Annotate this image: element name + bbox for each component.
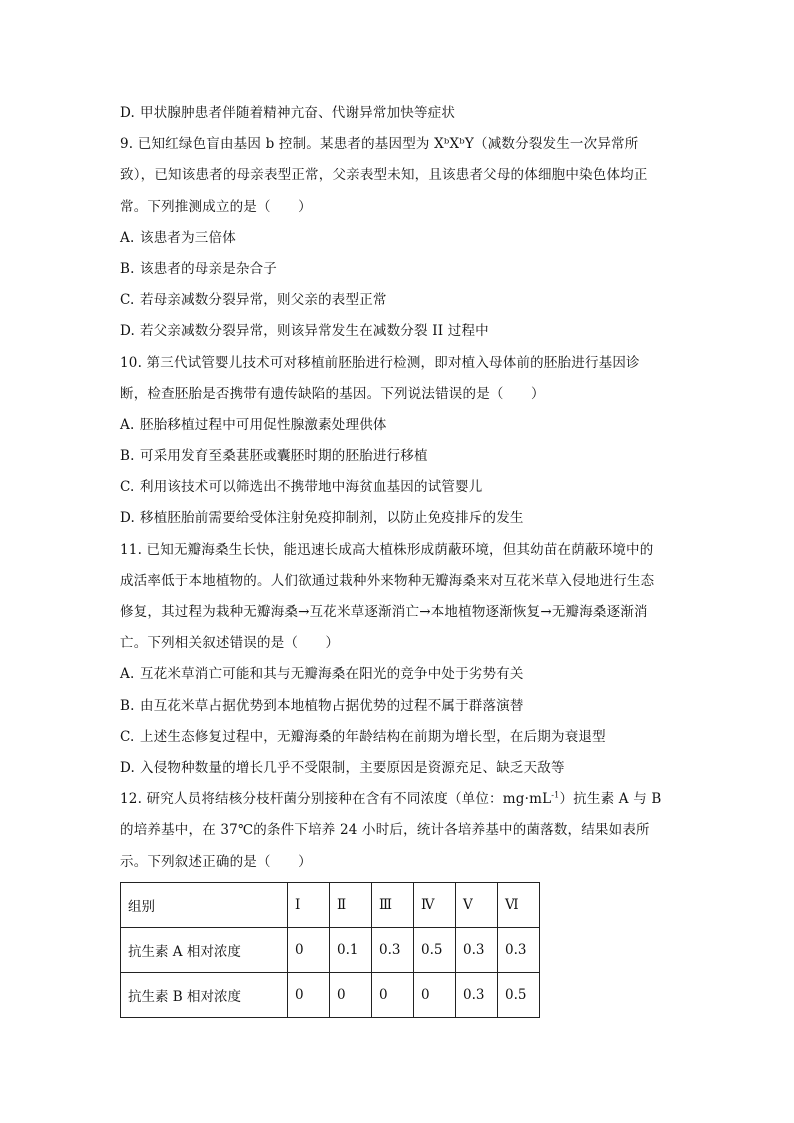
option-key: D. [120, 323, 136, 340]
unit-superscript: -1 [551, 790, 560, 800]
question-text: 成活率低于本地植物的。人们欲通过栽种外来物种无瓣海桑来对互花米草入侵地进行生态 [120, 572, 655, 589]
question-text-line [120, 129, 680, 160]
option-key: A. [120, 666, 135, 683]
table-row [121, 927, 540, 972]
question-text: 10. 第三代试管婴儿技术可对移植前胚胎进行检测，即对植入母体前的胚胎进行基因诊 [120, 354, 640, 371]
answer-option [120, 441, 680, 472]
concentration-table [120, 882, 540, 1018]
option-key: B. [120, 448, 135, 465]
answer-option [120, 472, 680, 503]
question-text: 断，检查胚胎是否携带有遗传缺陷的基因。下列说法错误的是（ ） [120, 385, 545, 402]
question-text: 亡。下列相关叙述错误的是（ ） [120, 635, 340, 652]
question-content [120, 98, 680, 1018]
table-header-cell: Ⅵ [498, 882, 540, 927]
question-text-line [120, 379, 680, 410]
table-header-cell: Ⅴ [456, 882, 498, 927]
option-key: C. [120, 479, 135, 496]
question-12-text-a: 12. 研究人员将结核分枝杆菌分别接种在含有不同浓度（单位：mg·mL [120, 791, 552, 808]
question-text-line [120, 628, 680, 659]
option-key: C. [120, 292, 135, 309]
table-cell: 0.3 [372, 927, 414, 972]
option-key: A. [120, 229, 135, 246]
question-text: 修复，其过程为栽种无瓣海桑→互花米草逐渐消亡→本地植物逐渐恢复→无瓣海桑逐渐消 [120, 604, 648, 620]
option-key: D. [120, 510, 136, 527]
answer-option [120, 722, 680, 753]
option-text: 入侵物种数量的增长几乎不受限制，主要原因是资源充足、缺乏天敌等 [140, 759, 565, 776]
table-cell: 0.3 [498, 927, 540, 972]
question-text-line [120, 192, 680, 223]
table-cell: 0 [372, 972, 414, 1017]
option-key: C. [120, 728, 135, 745]
option-key: D. [120, 105, 136, 121]
option-key: A. [120, 416, 135, 433]
question-12-text-b: ）抗生素 A 与 B [559, 791, 662, 808]
answer-option [120, 410, 680, 441]
option-key: B. [120, 260, 135, 277]
answer-option [120, 503, 680, 534]
table-cell: 抗生素 B 相对浓度 [121, 972, 288, 1017]
question-12-line-2: 的培养基中，在 37℃的条件下培养 24 小时后，统计各培养基中的菌落数，结果如表所 [120, 822, 650, 839]
table-cell: 0.5 [414, 927, 456, 972]
table-header-cell: Ⅳ [414, 882, 456, 927]
question-text-line [120, 597, 680, 628]
table-header-row [121, 882, 540, 927]
table-cell: 0 [414, 972, 456, 1017]
answer-option [120, 285, 680, 316]
answer-option [120, 659, 680, 690]
answer-option [120, 316, 680, 347]
question-text-line [120, 160, 680, 191]
question-text: 致），已知该患者的母亲表型正常，父亲表型未知，且该患者父母的体细胞中染色体均正 [120, 167, 648, 184]
option-text: 上述生态修复过程中，无瓣海桑的年龄结构在前期为增长型，在后期为衰退型 [140, 728, 606, 745]
table-cell: 0.3 [456, 972, 498, 1017]
option-key: D. [120, 759, 136, 776]
table-cell: 0 [288, 972, 330, 1017]
table-cell: 0.5 [498, 972, 540, 1017]
answer-option [120, 98, 680, 129]
table-row [121, 972, 540, 1017]
question-text-line [120, 348, 680, 379]
option-text: 利用该技术可以筛选出不携带地中海贫血基因的试管婴儿 [140, 479, 483, 496]
option-text: 互花米草消亡可能和其与无瓣海桑在阳光的竞争中处于劣势有关 [140, 666, 524, 683]
table-header-cell: Ⅰ [288, 882, 330, 927]
option-text: 甲状腺肿患者伴随着精神亢奋、代谢异常加快等症状 [140, 105, 456, 121]
option-key: B. [120, 697, 135, 714]
question-12-line-3: 示。下列叙述正确的是（ ） [120, 853, 312, 870]
option-text: 由互花米草占据优势到本地植物占据优势的过程不属于群落演替 [140, 697, 524, 714]
option-text: 胚胎移植过程中可用促性腺激素处理供体 [140, 416, 387, 433]
table-cell: 0.1 [330, 927, 372, 972]
table-cell: 抗生素 A 相对浓度 [121, 927, 288, 972]
question-lines [120, 98, 680, 784]
table-header-cell: Ⅱ [330, 882, 372, 927]
table-cell: 0 [288, 927, 330, 972]
table-header-cell: 组别 [121, 882, 288, 927]
table-cell: 0.3 [456, 927, 498, 972]
answer-option [120, 691, 680, 722]
question-text: 常。下列推测成立的是（ ） [120, 198, 312, 215]
option-text: 该患者为三倍体 [140, 229, 236, 246]
table-cell: 0 [330, 972, 372, 1017]
question-text-line [120, 566, 680, 597]
question-text: 11. 已知无瓣海桑生长快，能迅速长成高大植株形成荫蔽环境，但其幼苗在荫蔽环境中的 [120, 541, 654, 558]
question-text-line [120, 535, 680, 566]
option-text: 移植胚胎前需要给受体注射免疫抑制剂，以防止免疫排斥的发生 [140, 510, 524, 527]
question-text: 9. 已知红绿色盲由基因 b 控制。某患者的基因型为 XᵇXᵇY（减数分裂发生一次异常所 [120, 136, 639, 153]
option-text: 若父亲减数分裂异常，则该异常发生在减数分裂 II 过程中 [140, 323, 489, 340]
table-header-cell: Ⅲ [372, 882, 414, 927]
question-12-line-1 [120, 784, 680, 815]
option-text: 该患者的母亲是杂合子 [140, 260, 277, 277]
option-text: 可采用发育至桑葚胚或囊胚时期的胚胎进行移植 [140, 448, 428, 465]
option-text: 若母亲减数分裂异常，则父亲的表型正常 [140, 292, 387, 309]
answer-option [120, 223, 680, 254]
answer-option [120, 254, 680, 285]
answer-option [120, 753, 680, 784]
